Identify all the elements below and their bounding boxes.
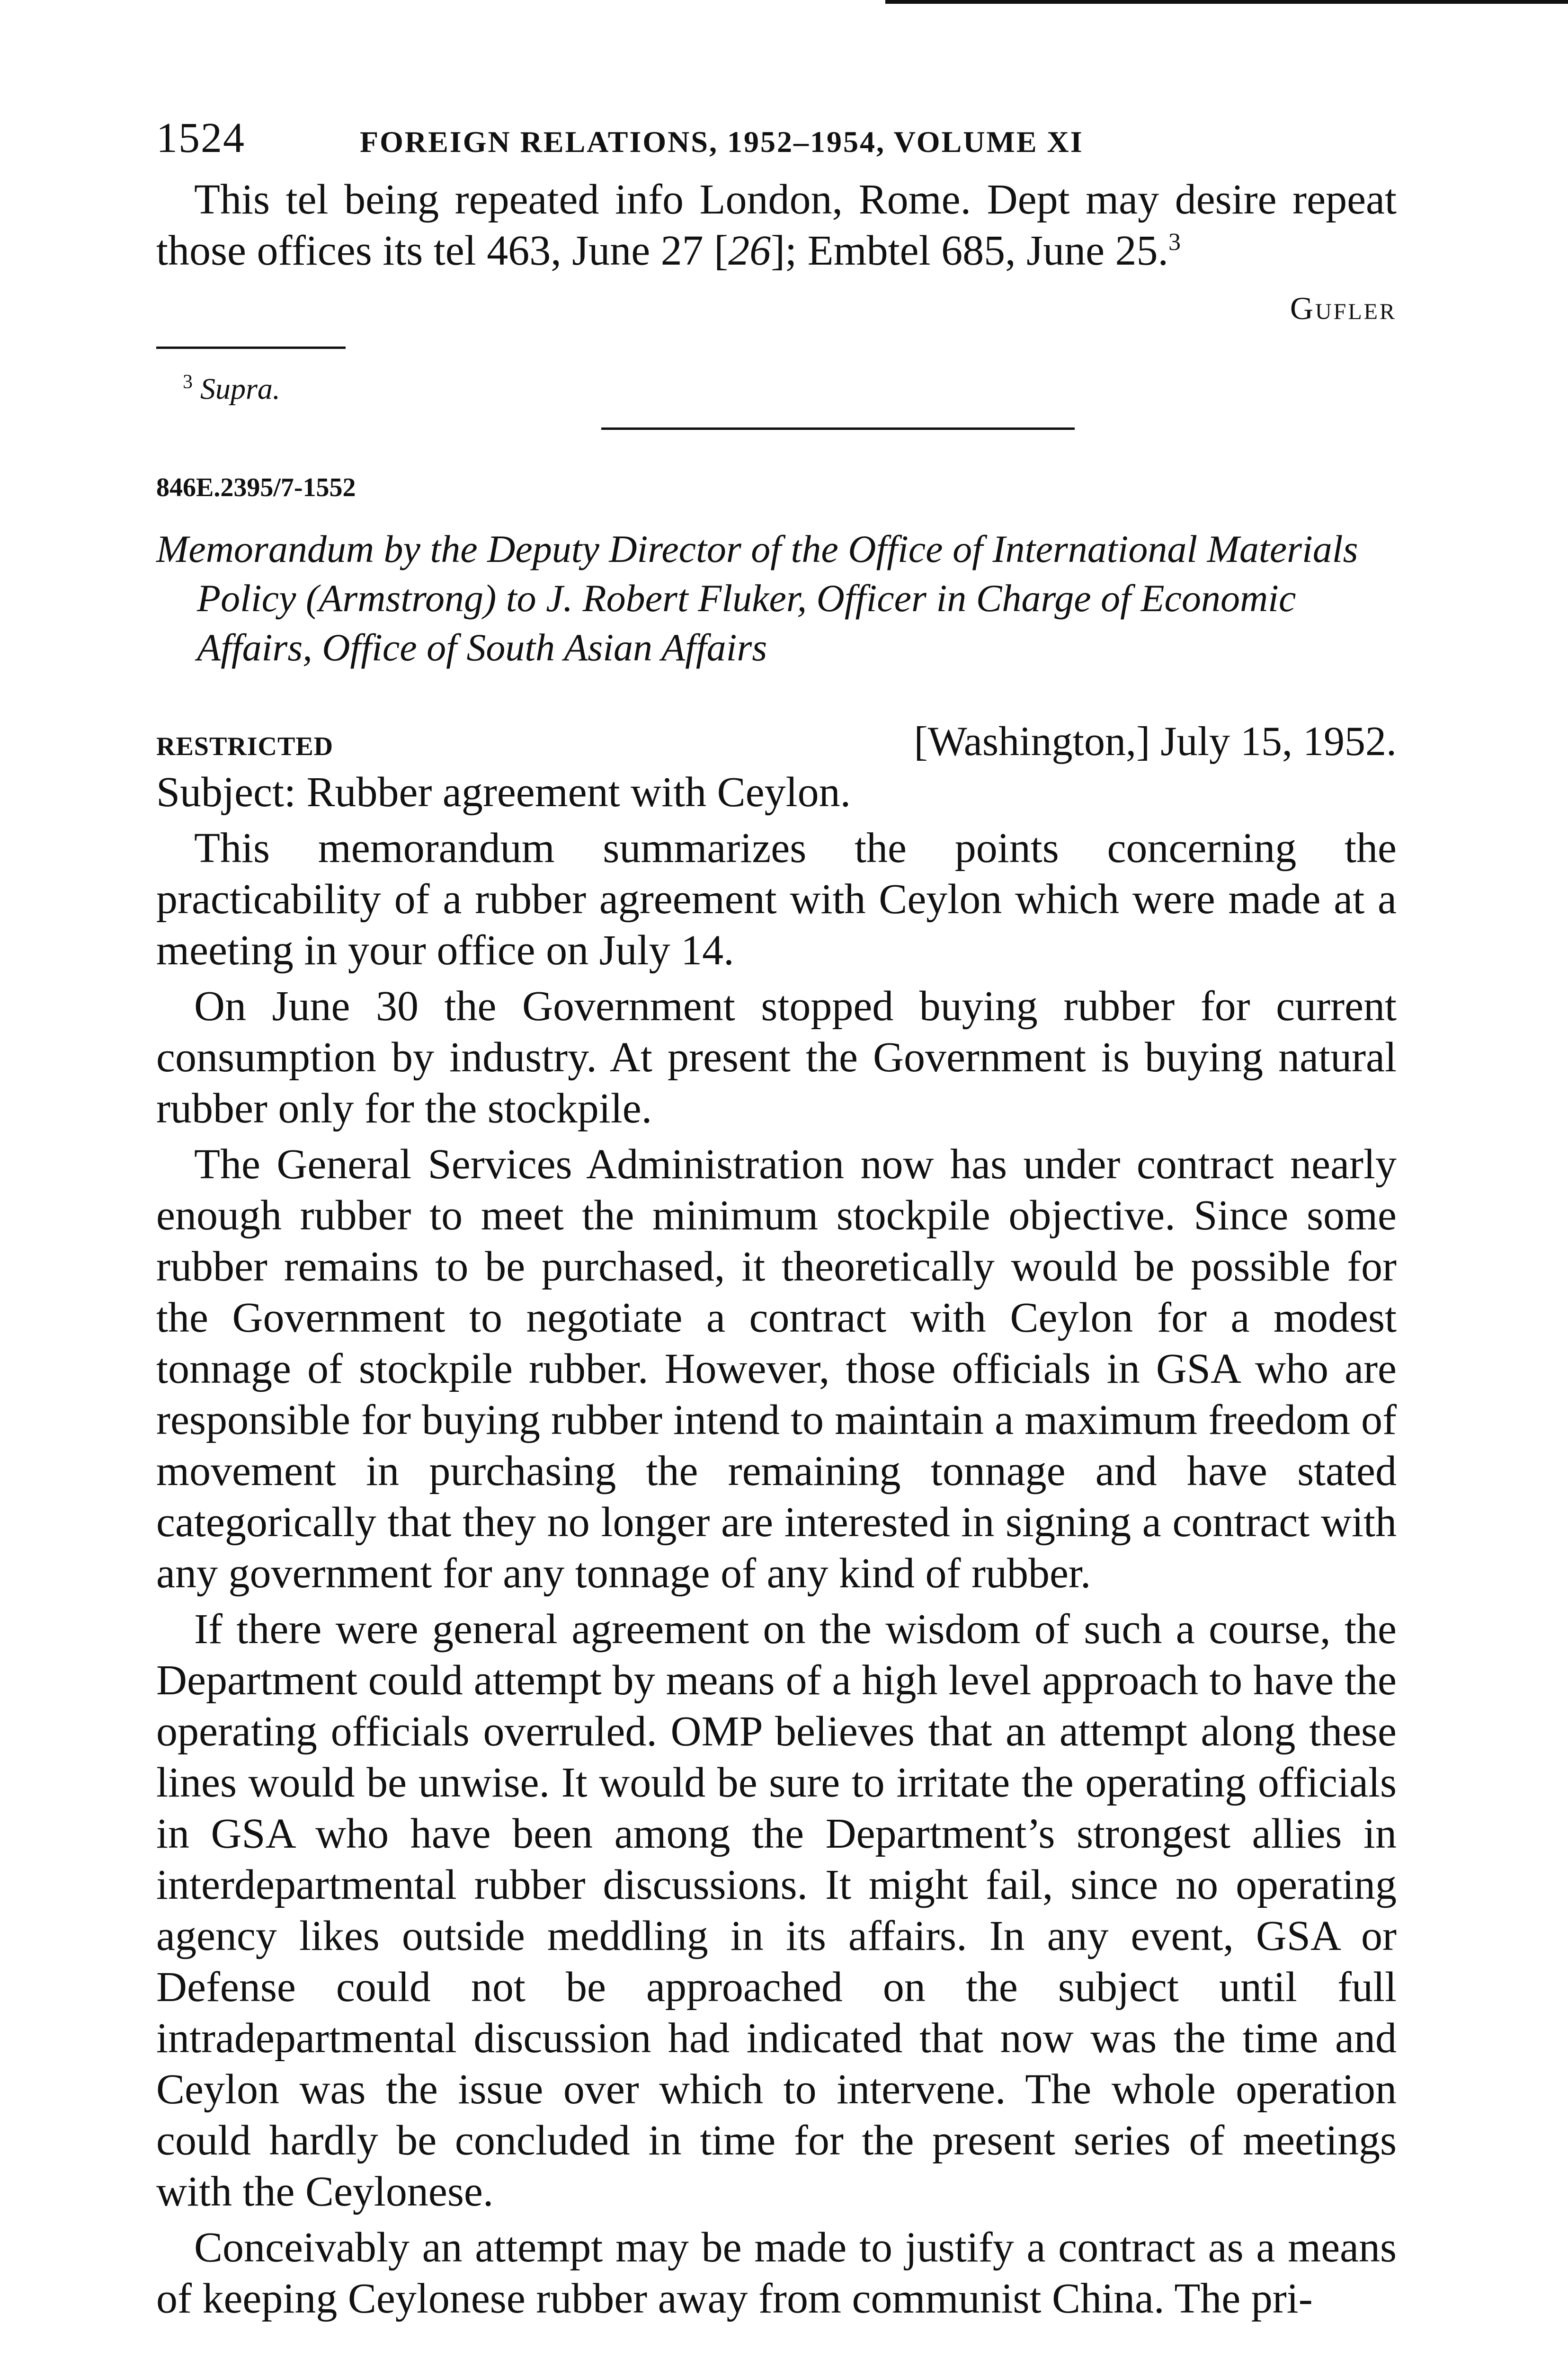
page-number: 1524 bbox=[156, 115, 245, 161]
subject-text: Rubber agreement with Ceylon. bbox=[306, 769, 851, 816]
file-number: 846E.2395/7-1552 bbox=[156, 473, 356, 502]
document-title: Memorandum by the Deputy Director of the Office of International Materials Policy (Armstrong) to J. Robert Fluker, Officer in Charge of Economic Affairs, Office of South Asian Affairs bbox=[156, 527, 1358, 669]
footnote-text: Supra. bbox=[200, 372, 280, 406]
subject-label: Subject: bbox=[156, 769, 296, 816]
section-divider bbox=[601, 427, 1075, 430]
signature: Gufler bbox=[1290, 290, 1397, 326]
document-meta bbox=[156, 718, 1397, 767]
body-paragraph-4: If there were general agreement on the wisdom of such a course, the Department could attempt by means of a high level approach to have the operating officials overruled. OMP believes that an attempt along these lines would be unwise. It would be sure to irritate the operating officials in GSA who have been among the Department’s strongest allies in interdepartmental rubber discussions. It might fail, since no operating agency likes outside meddling in its affairs. In any event, GSA or Defense could not be approached on the subject until full intradepartmental discussion had indicated that now was the time and Ceylon was the issue over which to intervene. The whole operation could hardly be concluded in time for the present series of meetings with the Ceylonese. bbox=[156, 1606, 1397, 2215]
footnote-marker: 3 bbox=[183, 371, 193, 393]
footnote bbox=[156, 371, 1397, 409]
subject-line bbox=[156, 767, 1397, 818]
body-paragraph-5: Conceivably an attempt may be made to justify a contract as a means of keeping Ceylonese rubber away from communist China. The pri- bbox=[156, 2224, 1397, 2322]
footnote-rule bbox=[156, 347, 346, 349]
body-paragraph-1: This memorandum summarizes the points concerning the practicability of a rubber agreement with Ceylon which were made at a meeting in your office on July 14. bbox=[156, 825, 1397, 974]
bracketed-correction: 26 bbox=[728, 227, 771, 274]
carryover-text-before: This tel being repeated info London, Rome. Dept may desire repeat those offices its tel 463, June 27 [ bbox=[156, 176, 1397, 274]
classification: RESTRICTED bbox=[156, 732, 334, 761]
carryover-paragraph bbox=[156, 174, 1397, 276]
running-head bbox=[156, 114, 1397, 166]
place-date: [Washington,] July 15, 1952. bbox=[914, 719, 1397, 765]
running-title: FOREIGN RELATIONS, 1952–1954, VOLUME XI bbox=[360, 125, 1084, 159]
body-paragraph-2: On June 30 the Government stopped buying rubber for current consumption by industry. At present the Government is buying natural rubber only for the stockpile. bbox=[156, 983, 1397, 1132]
page-edge-rule bbox=[885, 0, 1568, 4]
carryover-text-after: ]; Embtel 685, June 25. bbox=[771, 227, 1169, 274]
body-paragraph-3: The General Services Administration now has under contract nearly enough rubber to meet the minimum stockpile objective. Since some rubber remains to be purchased, it theoretically would be possible for the Government to negotiate a contract with Ceylon for a modest tonnage of stockpile rubber. However, those officials in GSA who are responsible for buying rubber intend to maintain a maximum freedom of movement in purchasing the remaining tonnage and have stated categorically that they no longer are interested in signing a contract with any government for any tonnage of any kind of rubber. bbox=[156, 1141, 1397, 1597]
document-page bbox=[156, 114, 1397, 2324]
footnote-reference: 3 bbox=[1168, 229, 1181, 256]
